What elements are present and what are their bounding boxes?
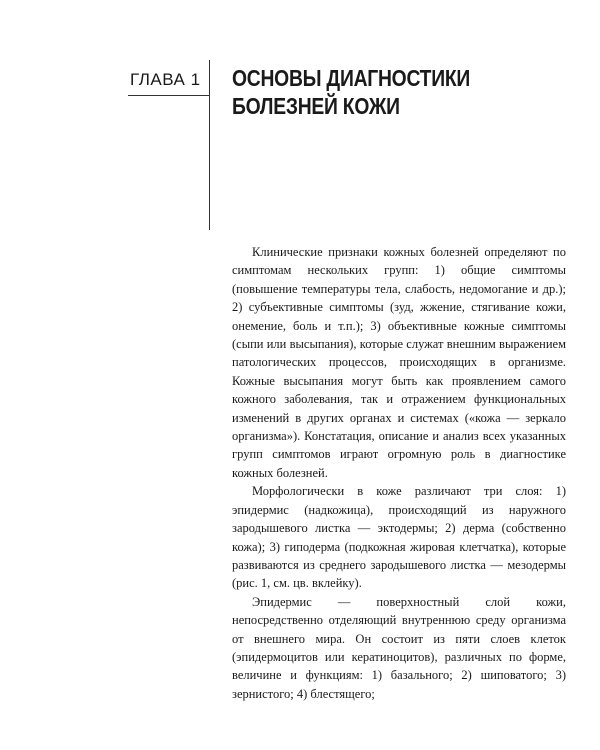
chapter-divider-horizontal <box>128 95 209 96</box>
chapter-divider-vertical <box>209 60 210 230</box>
paragraph-3: Эпидермис — поверхностный слой кожи, непосредственно отделяющий внутреннюю среду организма от внешнего мира. Он состоит из пяти слоев клеток (эпидермоцитов или кератиноцитов), различных по форме, величине и функциям: 1) базального; 2) шиповатого; 3) зернистого; 4) блестящего; <box>232 594 566 701</box>
chapter-title-line-2: БОЛЕЗНЕЙ КОЖИ <box>232 93 400 119</box>
body-text <box>232 243 566 703</box>
paragraph-1: Клинические признаки кожных болезней определяют по симптомам нескольких групп: 1) общие симптомы (повышение температуры тела, слабость, недомогание и др.); 2) субъективные симптомы (зуд, жжение, стягивание кожи, онемение, боль и т.п.); 3) объективные кожные симптомы (сыпи или высыпания), которые служат внешним выражением патологических процессов, происходящих в организме. Кожные высыпания могут быть как проявлением самого кожного заболевания, так и отражением функциональных изменений в других органах и системах («кожа — зеркало организма»). Констатация, описание и анализ всех указанных групп симптомов играют огромную роль в диагностике кожных болезней. <box>232 245 566 480</box>
paragraph-2: Морфологически в коже различают три слоя: 1) эпидермис (надкожица), происходящий из наружного зародышевого листка — эктодермы; 2) дерма (собственно кожа); 3) гиподерма (подкожная жировая клетчатка), которые развиваются из среднего зародышевого листка — мезодермы (рис. 1, см. цв. вклейку). <box>232 484 566 591</box>
chapter-title <box>232 64 470 120</box>
chapter-label: ГЛАВА 1 <box>130 70 201 89</box>
chapter-title-line-1: ОСНОВЫ ДИАГНОСТИКИ <box>232 65 471 91</box>
